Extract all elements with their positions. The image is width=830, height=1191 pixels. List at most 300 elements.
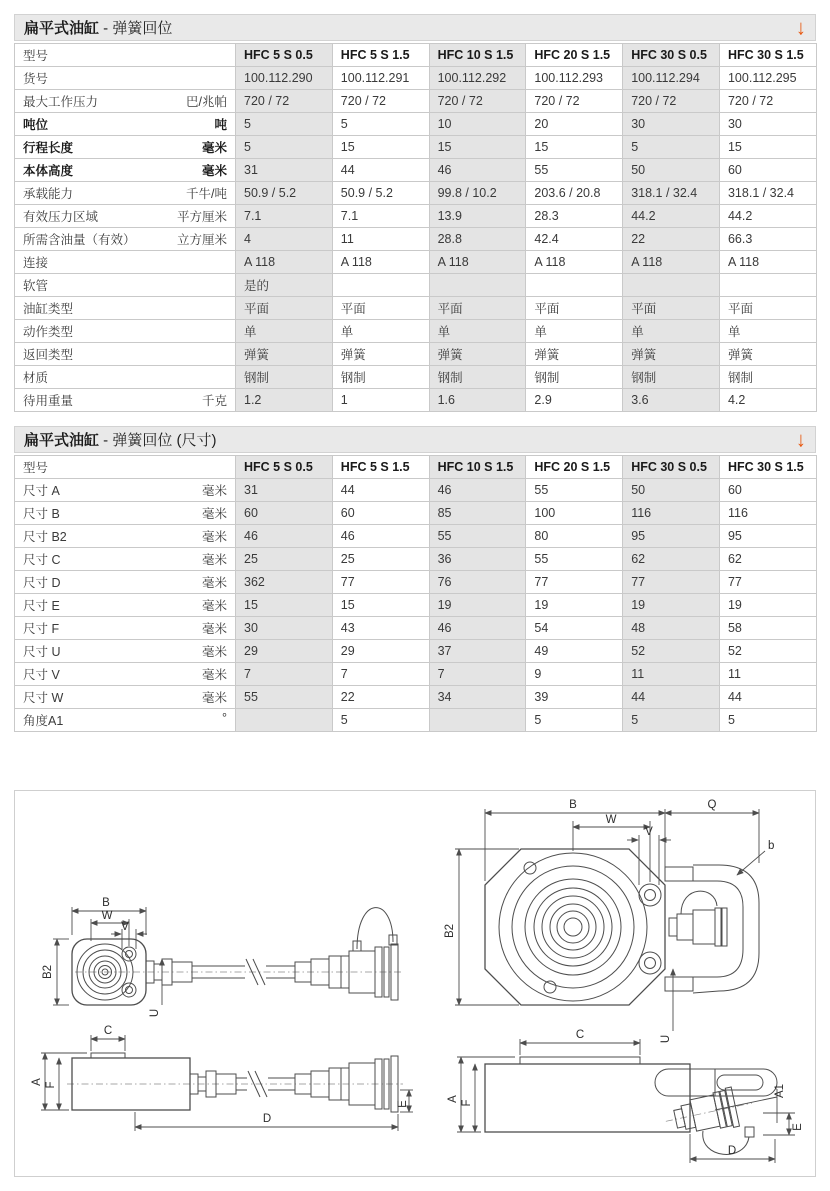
value-cell: 5 bbox=[332, 709, 429, 732]
value-cell: 25 bbox=[236, 548, 333, 571]
value-cell: 46 bbox=[332, 525, 429, 548]
row-label-cell bbox=[15, 136, 236, 159]
down-arrow-icon[interactable]: ↓ bbox=[796, 427, 806, 452]
value-cell: 720 / 72 bbox=[526, 90, 623, 113]
models-header-label: 型号 bbox=[15, 44, 236, 67]
value-cell: 31 bbox=[236, 159, 333, 182]
value-cell: 是的 bbox=[236, 274, 333, 297]
column-header: HFC 5 S 1.5 bbox=[332, 44, 429, 67]
value-cell: 44.2 bbox=[719, 205, 816, 228]
row-label-cell bbox=[15, 571, 236, 594]
row-label: 尺寸 B bbox=[23, 507, 60, 521]
value-cell: 5 bbox=[623, 136, 720, 159]
section-title-sub: - 弹簧回位 bbox=[99, 20, 173, 37]
table-row bbox=[15, 663, 817, 686]
row-unit: 毫米 bbox=[201, 484, 227, 498]
dim-label-handle-b: b bbox=[768, 840, 775, 852]
value-cell bbox=[332, 274, 429, 297]
value-cell: 76 bbox=[429, 571, 526, 594]
value-cell: 54 bbox=[526, 617, 623, 640]
value-cell bbox=[719, 274, 816, 297]
column-header: HFC 10 S 1.5 bbox=[429, 44, 526, 67]
value-cell: 1 bbox=[332, 389, 429, 412]
value-cell: 46 bbox=[429, 617, 526, 640]
dim-label-a-right: A bbox=[447, 1095, 459, 1103]
value-cell: 钢制 bbox=[332, 366, 429, 389]
value-cell: 15 bbox=[236, 594, 333, 617]
dim-label-b2-left: B2 bbox=[42, 964, 54, 980]
value-cell: 720 / 72 bbox=[623, 90, 720, 113]
row-unit: 毫米 bbox=[201, 622, 227, 636]
row-label: 最大工作压力 bbox=[23, 95, 99, 109]
value-cell: 5 bbox=[236, 113, 333, 136]
row-label: 尺寸 V bbox=[23, 668, 60, 682]
column-header: HFC 30 S 1.5 bbox=[719, 44, 816, 67]
value-cell: 15 bbox=[332, 594, 429, 617]
dim-label-b-right: B bbox=[569, 799, 577, 811]
value-cell: 7.1 bbox=[332, 205, 429, 228]
value-cell: 100.112.295 bbox=[719, 67, 816, 90]
front-view-small bbox=[42, 897, 403, 1017]
row-label-cell bbox=[15, 663, 236, 686]
value-cell: 单 bbox=[332, 320, 429, 343]
cylinder-diagram bbox=[15, 791, 815, 1176]
value-cell: 37 bbox=[429, 640, 526, 663]
value-cell: 34 bbox=[429, 686, 526, 709]
table-row bbox=[15, 548, 817, 571]
table-row bbox=[15, 640, 817, 663]
value-cell: 单 bbox=[719, 320, 816, 343]
row-label-cell bbox=[15, 389, 236, 412]
row-label: 有效压力区域 bbox=[23, 210, 99, 224]
row-label: 尺寸 E bbox=[23, 599, 60, 613]
section-title-main: 扁平式油缸 bbox=[24, 432, 100, 449]
dim-label-w-right: W bbox=[605, 814, 617, 826]
row-label: 返回类型 bbox=[23, 348, 74, 362]
row-label: 尺寸 D bbox=[23, 576, 61, 590]
value-cell: 62 bbox=[719, 548, 816, 571]
dim-label-u-right: U bbox=[660, 1034, 672, 1044]
row-label-cell bbox=[15, 502, 236, 525]
value-cell: 30 bbox=[236, 617, 333, 640]
value-cell: 44 bbox=[332, 479, 429, 502]
value-cell: 29 bbox=[236, 640, 333, 663]
value-cell: 11 bbox=[719, 663, 816, 686]
value-cell: 55 bbox=[526, 548, 623, 571]
row-label-cell bbox=[15, 617, 236, 640]
row-label: 尺寸 W bbox=[23, 691, 64, 705]
value-cell: 5 bbox=[526, 709, 623, 732]
value-cell: 31 bbox=[236, 479, 333, 502]
table-row bbox=[15, 274, 817, 297]
row-label: 连接 bbox=[23, 256, 49, 270]
dim-label-w-left: W bbox=[101, 910, 113, 922]
value-cell: 46 bbox=[236, 525, 333, 548]
row-label-cell bbox=[15, 320, 236, 343]
row-label: 尺寸 U bbox=[23, 645, 61, 659]
row-label-cell bbox=[15, 525, 236, 548]
value-cell: 15 bbox=[526, 136, 623, 159]
side-view-small bbox=[31, 1025, 413, 1131]
value-cell: 弹簧 bbox=[429, 343, 526, 366]
table-row bbox=[15, 251, 817, 274]
row-label: 角度A1 bbox=[23, 714, 64, 728]
value-cell: 318.1 / 32.4 bbox=[623, 182, 720, 205]
dim-label-e-right: E bbox=[792, 1123, 804, 1131]
table-row bbox=[15, 617, 817, 640]
value-cell: 720 / 72 bbox=[236, 90, 333, 113]
value-cell: 15 bbox=[429, 136, 526, 159]
value-cell: 钢制 bbox=[236, 366, 333, 389]
table-row bbox=[15, 136, 817, 159]
models-header-label: 型号 bbox=[15, 456, 236, 479]
row-label-cell bbox=[15, 366, 236, 389]
row-label-cell bbox=[15, 479, 236, 502]
value-cell: 60 bbox=[719, 159, 816, 182]
dim-label-d-left: D bbox=[262, 1113, 272, 1125]
section-title-sub: - 弹簧回位 (尺寸) bbox=[99, 432, 217, 449]
row-unit: 毫米 bbox=[201, 530, 227, 544]
dim-label-q: Q bbox=[707, 799, 717, 811]
value-cell: 22 bbox=[623, 228, 720, 251]
row-label: 动作类型 bbox=[23, 325, 74, 339]
value-cell: 单 bbox=[623, 320, 720, 343]
table-row bbox=[15, 67, 817, 90]
value-cell: 4 bbox=[236, 228, 333, 251]
table-row bbox=[15, 343, 817, 366]
value-cell: 77 bbox=[332, 571, 429, 594]
value-cell: 116 bbox=[623, 502, 720, 525]
value-cell: 7.1 bbox=[236, 205, 333, 228]
value-cell: 362 bbox=[236, 571, 333, 594]
value-cell: 77 bbox=[719, 571, 816, 594]
row-label: 尺寸 F bbox=[23, 622, 60, 636]
row-label-cell bbox=[15, 594, 236, 617]
value-cell: 1.2 bbox=[236, 389, 333, 412]
dim-label-e-left: E bbox=[397, 1100, 409, 1108]
front-view-large bbox=[444, 799, 774, 1043]
value-cell: 60 bbox=[236, 502, 333, 525]
row-label-cell bbox=[15, 709, 236, 732]
value-cell: 100.112.294 bbox=[623, 67, 720, 90]
value-cell: 单 bbox=[429, 320, 526, 343]
down-arrow-icon[interactable]: ↓ bbox=[796, 15, 806, 40]
row-unit: 吨 bbox=[214, 118, 227, 132]
value-cell: 9 bbox=[526, 663, 623, 686]
value-cell: 平面 bbox=[623, 297, 720, 320]
column-header: HFC 5 S 1.5 bbox=[332, 456, 429, 479]
table-row bbox=[15, 205, 817, 228]
value-cell: A 118 bbox=[526, 251, 623, 274]
value-cell: 单 bbox=[236, 320, 333, 343]
row-label-cell bbox=[15, 67, 236, 90]
row-label-cell bbox=[15, 228, 236, 251]
table-row bbox=[15, 159, 817, 182]
value-cell: 100.112.293 bbox=[526, 67, 623, 90]
value-cell: 25 bbox=[332, 548, 429, 571]
dim-label-b-left: B bbox=[102, 897, 110, 909]
dim-label-c-left: C bbox=[103, 1025, 113, 1037]
value-cell: 19 bbox=[526, 594, 623, 617]
row-label-cell bbox=[15, 159, 236, 182]
row-unit: 千牛/吨 bbox=[186, 187, 227, 201]
value-cell: 50 bbox=[623, 479, 720, 502]
value-cell: 36 bbox=[429, 548, 526, 571]
value-cell: 28.3 bbox=[526, 205, 623, 228]
value-cell: 52 bbox=[719, 640, 816, 663]
row-label-cell bbox=[15, 90, 236, 113]
row-unit: 立方厘米 bbox=[176, 233, 227, 247]
model-header-row bbox=[15, 44, 817, 67]
value-cell: 116 bbox=[719, 502, 816, 525]
side-view-large bbox=[447, 1029, 804, 1163]
value-cell: 弹簧 bbox=[332, 343, 429, 366]
value-cell: 55 bbox=[429, 525, 526, 548]
value-cell: A 118 bbox=[429, 251, 526, 274]
table-row bbox=[15, 571, 817, 594]
value-cell: 19 bbox=[623, 594, 720, 617]
row-label: 软管 bbox=[23, 279, 49, 293]
column-header: HFC 20 S 1.5 bbox=[526, 456, 623, 479]
value-cell: 29 bbox=[332, 640, 429, 663]
value-cell: 203.6 / 20.8 bbox=[526, 182, 623, 205]
value-cell: 80 bbox=[526, 525, 623, 548]
value-cell: 5 bbox=[719, 709, 816, 732]
value-cell: 77 bbox=[623, 571, 720, 594]
value-cell: 95 bbox=[623, 525, 720, 548]
value-cell: A 118 bbox=[719, 251, 816, 274]
row-label-cell bbox=[15, 297, 236, 320]
value-cell: 10 bbox=[429, 113, 526, 136]
value-cell: 11 bbox=[332, 228, 429, 251]
value-cell: 钢制 bbox=[623, 366, 720, 389]
value-cell: 单 bbox=[526, 320, 623, 343]
table-row bbox=[15, 709, 817, 732]
value-cell: 85 bbox=[429, 502, 526, 525]
value-cell: 318.1 / 32.4 bbox=[719, 182, 816, 205]
value-cell: A 118 bbox=[236, 251, 333, 274]
value-cell: 720 / 72 bbox=[429, 90, 526, 113]
row-unit: 毫米 bbox=[201, 507, 227, 521]
value-cell: 100.112.291 bbox=[332, 67, 429, 90]
value-cell: 39 bbox=[526, 686, 623, 709]
value-cell: 5 bbox=[332, 113, 429, 136]
value-cell: 平面 bbox=[429, 297, 526, 320]
table-row bbox=[15, 502, 817, 525]
value-cell: 46 bbox=[429, 159, 526, 182]
row-label: 行程长度 bbox=[23, 141, 74, 155]
row-label-cell bbox=[15, 343, 236, 366]
value-cell bbox=[623, 274, 720, 297]
column-header: HFC 5 S 0.5 bbox=[236, 44, 333, 67]
section-header bbox=[14, 14, 816, 41]
table-row bbox=[15, 686, 817, 709]
value-cell: 5 bbox=[236, 136, 333, 159]
row-unit: 毫米 bbox=[201, 553, 227, 567]
row-unit: 毫米 bbox=[201, 691, 227, 705]
value-cell: 弹簧 bbox=[623, 343, 720, 366]
value-cell: 50 bbox=[623, 159, 720, 182]
value-cell: 77 bbox=[526, 571, 623, 594]
table-row bbox=[15, 479, 817, 502]
value-cell: 50.9 / 5.2 bbox=[332, 182, 429, 205]
row-unit: 千克 bbox=[201, 394, 227, 408]
value-cell: 19 bbox=[719, 594, 816, 617]
row-label: 本体高度 bbox=[23, 164, 74, 178]
value-cell: 49 bbox=[526, 640, 623, 663]
column-header: HFC 30 S 1.5 bbox=[719, 456, 816, 479]
value-cell: 平面 bbox=[236, 297, 333, 320]
row-label: 尺寸 B2 bbox=[23, 530, 67, 544]
table-row bbox=[15, 366, 817, 389]
value-cell: 19 bbox=[429, 594, 526, 617]
row-label: 所需含油量（有效） bbox=[23, 233, 136, 247]
dim-label-a1: A1 bbox=[774, 1083, 786, 1099]
value-cell: 11 bbox=[623, 663, 720, 686]
technical-drawing bbox=[14, 790, 816, 1177]
row-label-cell bbox=[15, 686, 236, 709]
table-row bbox=[15, 525, 817, 548]
value-cell: A 118 bbox=[332, 251, 429, 274]
value-cell: 钢制 bbox=[719, 366, 816, 389]
table-row bbox=[15, 228, 817, 251]
value-cell: A 118 bbox=[623, 251, 720, 274]
value-cell: 平面 bbox=[332, 297, 429, 320]
value-cell: 13.9 bbox=[429, 205, 526, 228]
column-header: HFC 5 S 0.5 bbox=[236, 456, 333, 479]
row-label-cell bbox=[15, 548, 236, 571]
value-cell: 52 bbox=[623, 640, 720, 663]
value-cell: 15 bbox=[332, 136, 429, 159]
value-cell: 50.9 / 5.2 bbox=[236, 182, 333, 205]
column-header: HFC 30 S 0.5 bbox=[623, 44, 720, 67]
dim-label-u-left: U bbox=[149, 1008, 161, 1018]
value-cell: 1.6 bbox=[429, 389, 526, 412]
value-cell: 弹簧 bbox=[526, 343, 623, 366]
value-cell: 44 bbox=[719, 686, 816, 709]
row-label: 尺寸 C bbox=[23, 553, 61, 567]
value-cell: 30 bbox=[719, 113, 816, 136]
table-row bbox=[15, 320, 817, 343]
row-label: 待用重量 bbox=[23, 394, 74, 408]
spec-table-section bbox=[14, 14, 816, 412]
row-unit: 巴/兆帕 bbox=[186, 95, 227, 109]
row-unit: 毫米 bbox=[201, 645, 227, 659]
row-label: 材质 bbox=[23, 371, 49, 385]
value-cell: 4.2 bbox=[719, 389, 816, 412]
row-unit: ° bbox=[222, 711, 227, 725]
table-row bbox=[15, 113, 817, 136]
value-cell: 100.112.292 bbox=[429, 67, 526, 90]
value-cell: 720 / 72 bbox=[719, 90, 816, 113]
value-cell: 钢制 bbox=[526, 366, 623, 389]
column-header: HFC 30 S 0.5 bbox=[623, 456, 720, 479]
table-row bbox=[15, 297, 817, 320]
dim-label-v-right: V bbox=[645, 826, 653, 838]
table-row bbox=[15, 594, 817, 617]
dim-label-v-left: V bbox=[121, 921, 129, 933]
value-cell: 28.8 bbox=[429, 228, 526, 251]
value-cell: 60 bbox=[332, 502, 429, 525]
value-cell: 弹簧 bbox=[236, 343, 333, 366]
row-label: 油缸类型 bbox=[23, 302, 74, 316]
value-cell: 钢制 bbox=[429, 366, 526, 389]
row-label: 吨位 bbox=[23, 118, 49, 132]
value-cell: 30 bbox=[623, 113, 720, 136]
value-cell: 55 bbox=[236, 686, 333, 709]
value-cell: 99.8 / 10.2 bbox=[429, 182, 526, 205]
value-cell: 55 bbox=[526, 159, 623, 182]
dim-label-c-right: C bbox=[575, 1029, 585, 1041]
value-cell: 62 bbox=[623, 548, 720, 571]
value-cell bbox=[526, 274, 623, 297]
table-row bbox=[15, 90, 817, 113]
value-cell: 2.9 bbox=[526, 389, 623, 412]
value-cell: 720 / 72 bbox=[332, 90, 429, 113]
value-cell: 44.2 bbox=[623, 205, 720, 228]
dim-label-d-right: D bbox=[727, 1145, 737, 1157]
value-cell: 43 bbox=[332, 617, 429, 640]
row-unit: 毫米 bbox=[201, 164, 227, 178]
value-cell: 55 bbox=[526, 479, 623, 502]
value-cell: 100 bbox=[526, 502, 623, 525]
model-header-row bbox=[15, 456, 817, 479]
value-cell: 3.6 bbox=[623, 389, 720, 412]
value-cell bbox=[429, 709, 526, 732]
dim-label-f-left: F bbox=[45, 1081, 57, 1089]
value-cell: 66.3 bbox=[719, 228, 816, 251]
value-cell: 46 bbox=[429, 479, 526, 502]
value-cell: 58 bbox=[719, 617, 816, 640]
value-cell: 7 bbox=[429, 663, 526, 686]
section-title-main: 扁平式油缸 bbox=[24, 20, 100, 37]
table-row bbox=[15, 182, 817, 205]
row-unit: 毫米 bbox=[201, 576, 227, 590]
row-label: 货号 bbox=[23, 72, 49, 86]
value-cell: 15 bbox=[719, 136, 816, 159]
section-header bbox=[14, 426, 816, 453]
spec-table bbox=[14, 43, 817, 412]
row-unit: 毫米 bbox=[201, 141, 227, 155]
row-unit: 毫米 bbox=[201, 599, 227, 613]
dim-label-a-left: A bbox=[31, 1078, 43, 1086]
value-cell: 100.112.290 bbox=[236, 67, 333, 90]
column-header: HFC 10 S 1.5 bbox=[429, 456, 526, 479]
value-cell: 5 bbox=[623, 709, 720, 732]
value-cell: 平面 bbox=[526, 297, 623, 320]
dim-label-f-right: F bbox=[461, 1099, 473, 1107]
value-cell: 44 bbox=[623, 686, 720, 709]
value-cell: 平面 bbox=[719, 297, 816, 320]
value-cell: 7 bbox=[332, 663, 429, 686]
dimension-table bbox=[14, 455, 817, 732]
row-label-cell bbox=[15, 205, 236, 228]
value-cell: 60 bbox=[719, 479, 816, 502]
row-unit: 平方厘米 bbox=[176, 210, 227, 224]
row-label-cell bbox=[15, 640, 236, 663]
column-header: HFC 20 S 1.5 bbox=[526, 44, 623, 67]
value-cell: 42.4 bbox=[526, 228, 623, 251]
value-cell bbox=[236, 709, 333, 732]
value-cell: 弹簧 bbox=[719, 343, 816, 366]
row-label: 承载能力 bbox=[23, 187, 74, 201]
dimension-table-section bbox=[14, 426, 816, 732]
row-unit: 毫米 bbox=[201, 668, 227, 682]
value-cell: 22 bbox=[332, 686, 429, 709]
row-label-cell bbox=[15, 182, 236, 205]
dim-label-b2-right: B2 bbox=[444, 923, 456, 939]
value-cell: 44 bbox=[332, 159, 429, 182]
